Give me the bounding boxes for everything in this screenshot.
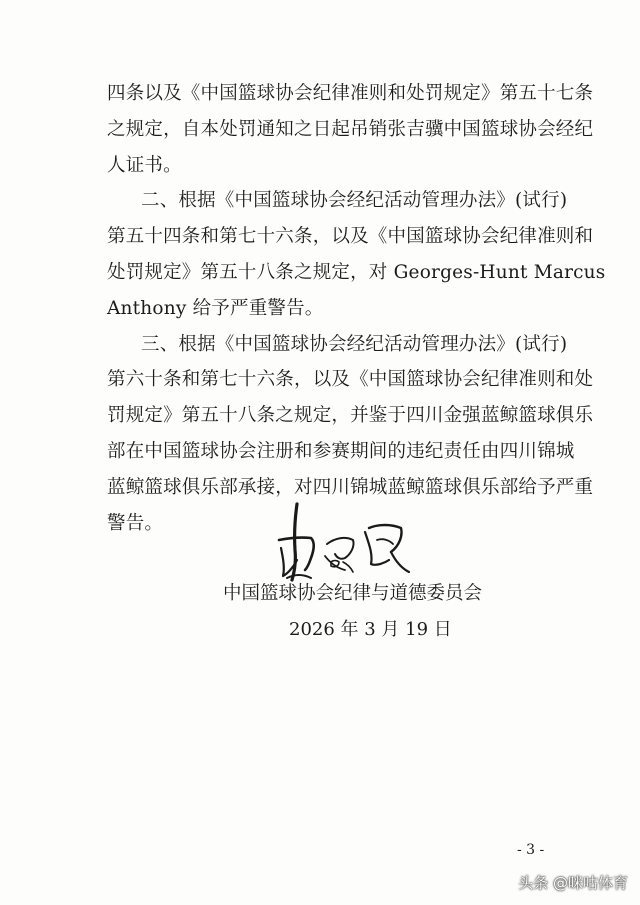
body-line-13: 警告。 bbox=[107, 512, 164, 534]
body-line-10: 罚规定》第五十八条之规定，并鉴于四川金强蓝鲸篮球俱乐 bbox=[107, 405, 594, 427]
document-body bbox=[107, 76, 606, 541]
body-line-8: 三、根据《中国篮球协会经纪活动管理办法》(试行) bbox=[141, 333, 568, 355]
body-line-11: 部在中国篮球协会注册和参赛期间的违纪责任由四川锦城 bbox=[107, 440, 575, 462]
committee-name: 中国篮球协会纪律与道德委员会 bbox=[223, 583, 483, 604]
handwritten-signature bbox=[265, 498, 415, 584]
body-line-9: 第六十条和第七十六条，以及《中国篮球协会纪律准则和处 bbox=[107, 369, 594, 391]
body-line-4: 二、根据《中国篮球协会经纪活动管理办法》(试行) bbox=[141, 190, 568, 212]
body-line-2: 之规定，自本处罚通知之日起吊销张吉骥中国篮球协会经纪 bbox=[107, 118, 594, 140]
issue-date: 2026 年 3 月 19 日 bbox=[289, 619, 452, 640]
body-line-1: 四条以及《中国篮球协会纪律准则和处罚规定》第五十七条 bbox=[107, 83, 594, 104]
body-line-7: Anthony 给予严重警告。 bbox=[107, 297, 324, 319]
body-line-12: 蓝鲸篮球俱乐部承接，对四川锦城蓝鲸篮球俱乐部给予严重 bbox=[107, 476, 594, 498]
watermark-text: 头条 @咪咕体育 bbox=[518, 874, 628, 892]
page-number: - 3 - bbox=[517, 842, 545, 858]
body-line-6: 处罚规定》第五十八条之规定，对 Georges-Hunt Marcus bbox=[107, 261, 606, 283]
body-line-5: 第五十四条和第七十六条，以及《中国篮球协会纪律准则和 bbox=[107, 226, 594, 248]
body-line-3: 人证书。 bbox=[107, 154, 182, 176]
